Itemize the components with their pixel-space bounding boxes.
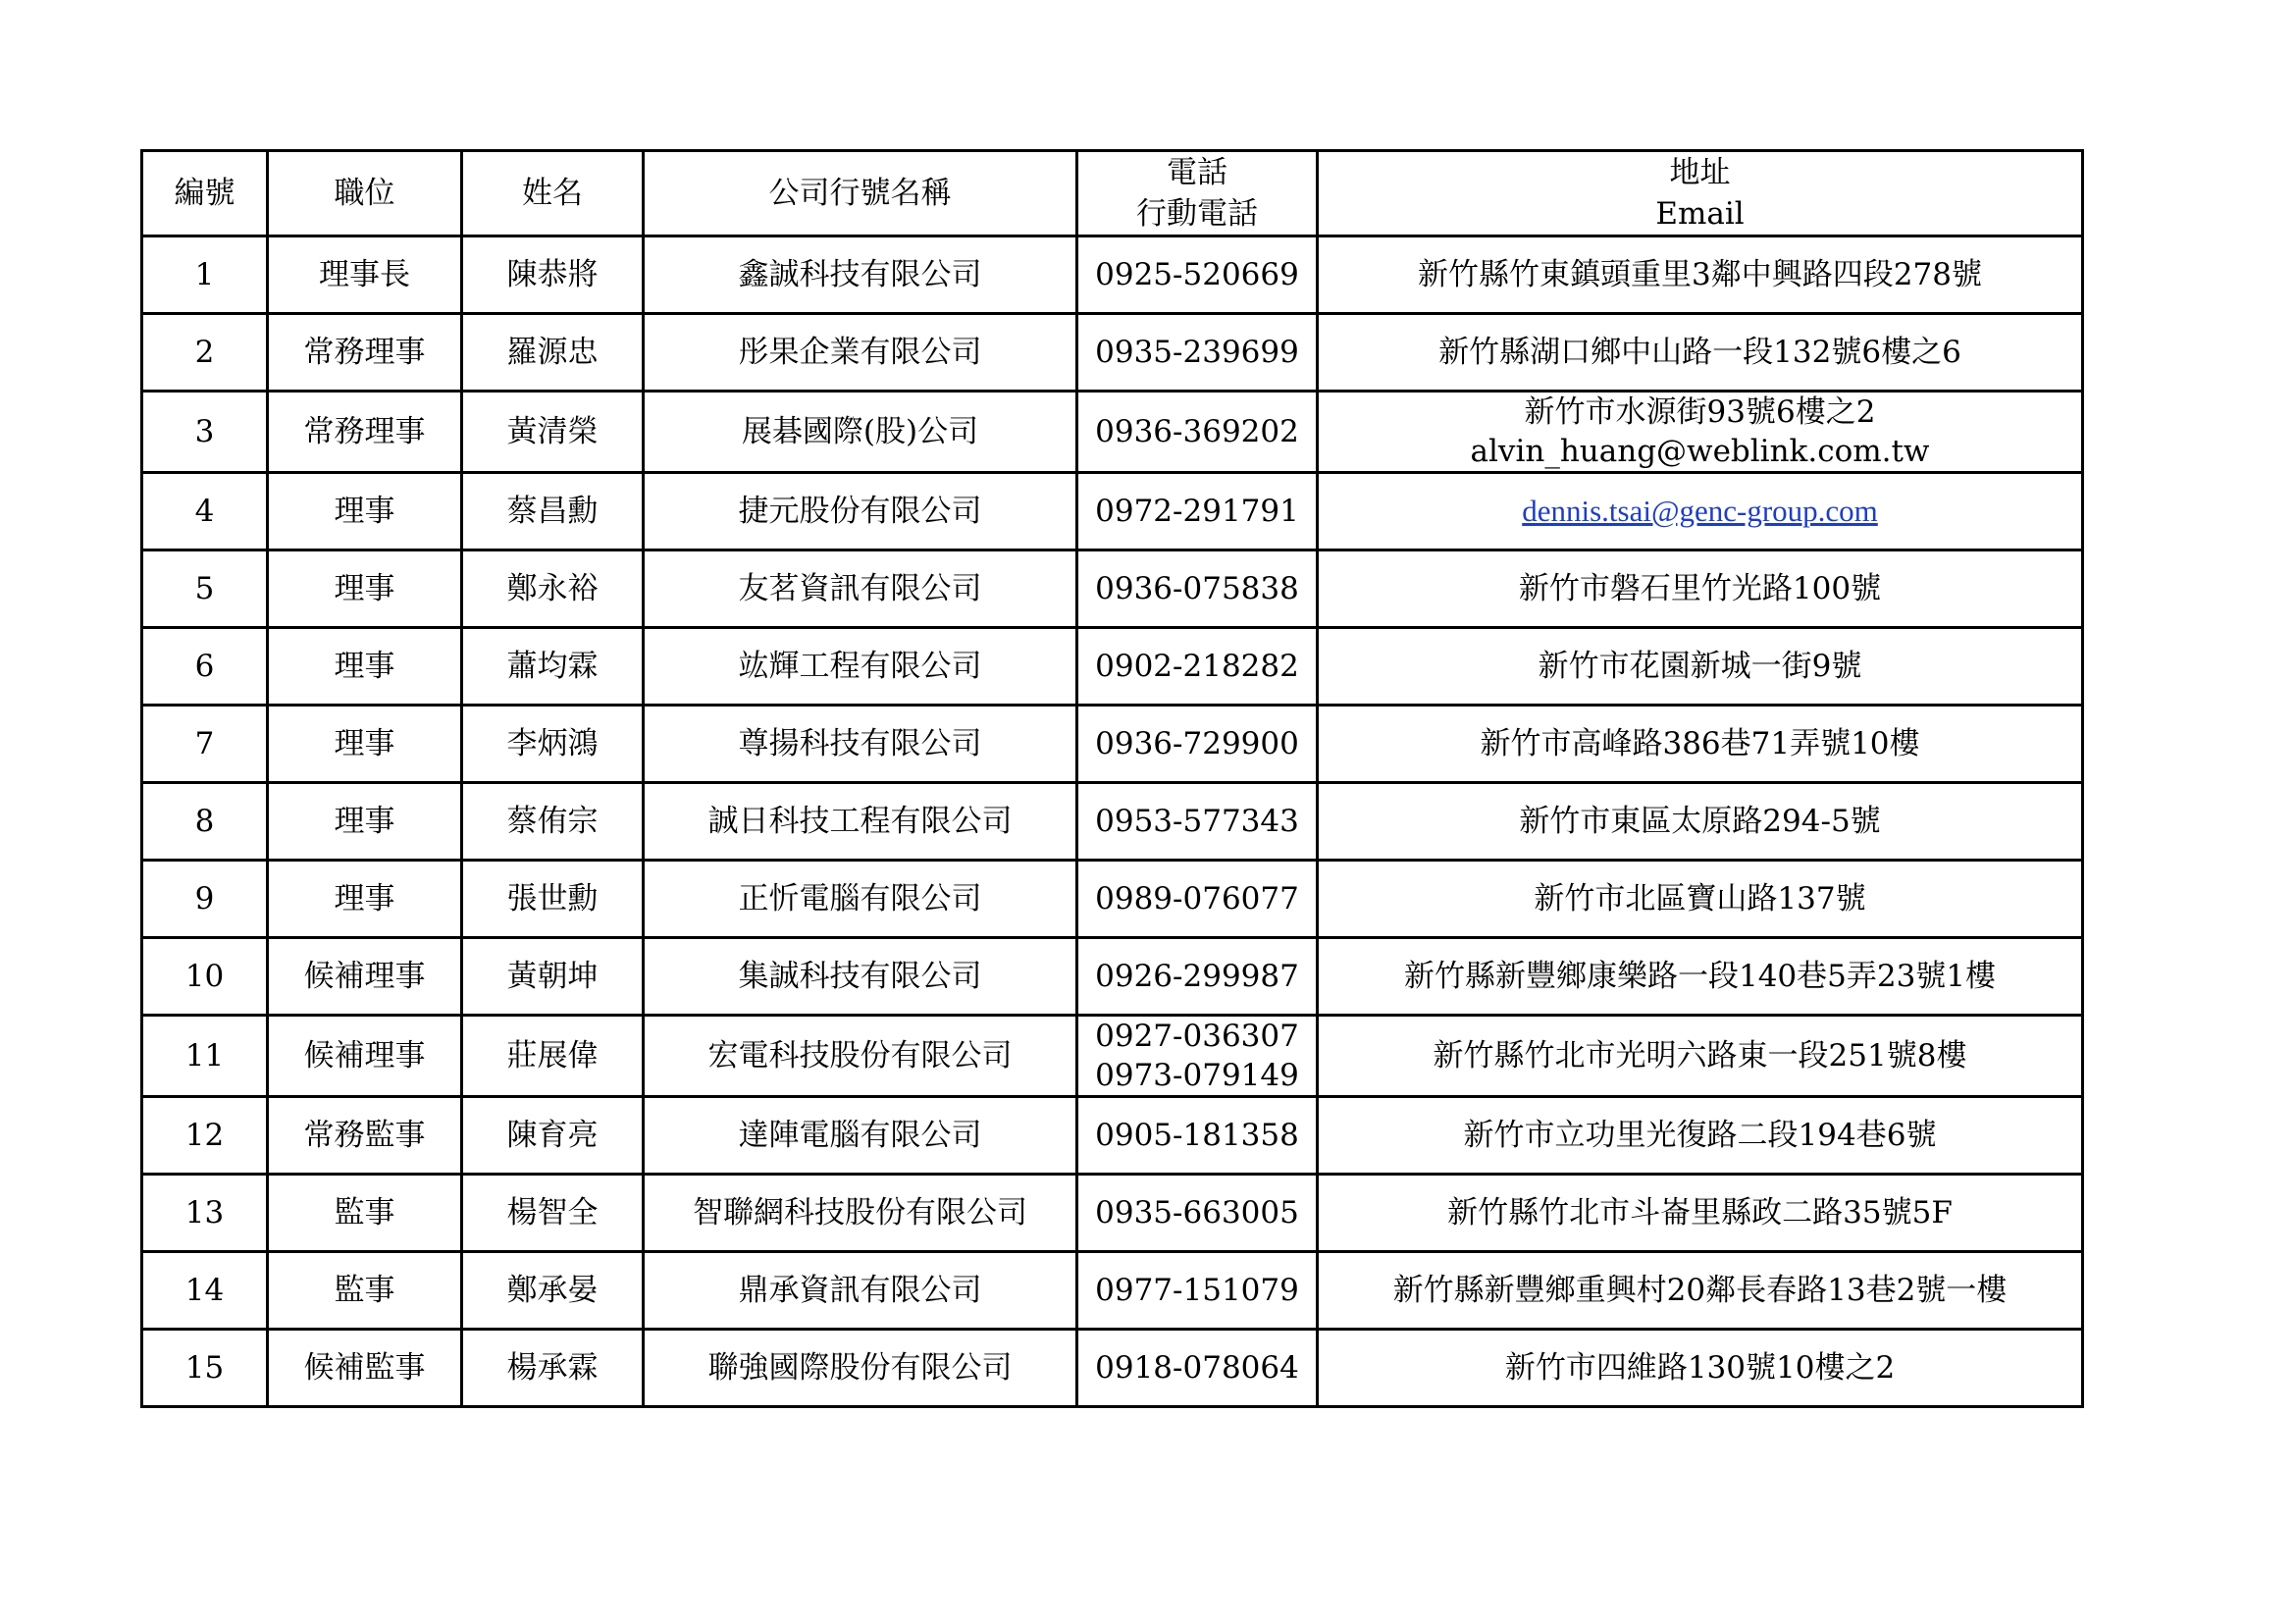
cell-address xyxy=(1318,473,2083,550)
address-text: 新竹市水源街93號6樓之2 xyxy=(1524,394,1876,430)
cell-no: 4 xyxy=(142,473,268,550)
cell-phone: 0935-239699 xyxy=(1077,314,1318,392)
table-row xyxy=(142,236,2083,314)
header-address-line1: 地址 xyxy=(1669,155,1731,190)
cell-name: 楊承霖 xyxy=(462,1330,644,1407)
cell-company: 集誠科技有限公司 xyxy=(644,938,1077,1016)
table-row xyxy=(142,550,2083,628)
cell-phone: 0972-291791 xyxy=(1077,473,1318,550)
cell-company: 智聯網科技股份有限公司 xyxy=(644,1175,1077,1252)
cell-company: 宏電科技股份有限公司 xyxy=(644,1016,1077,1097)
cell-no: 8 xyxy=(142,783,268,861)
cell-no: 2 xyxy=(142,314,268,392)
header-phone-line1: 電話 xyxy=(1167,155,1227,190)
cell-position: 常務監事 xyxy=(268,1097,462,1175)
cell-name: 蕭均霖 xyxy=(462,628,644,706)
cell-address: 新竹縣新豐鄉重興村20鄰長春路13巷2號一樓 xyxy=(1318,1252,2083,1330)
cell-position: 理事 xyxy=(268,473,462,550)
cell-company: 捷元股份有限公司 xyxy=(644,473,1077,550)
table-row xyxy=(142,1175,2083,1252)
cell-position: 常務理事 xyxy=(268,314,462,392)
cell-no: 11 xyxy=(142,1016,268,1097)
table-row xyxy=(142,1016,2083,1097)
cell-name: 蔡昌勳 xyxy=(462,473,644,550)
cell-company: 尊揚科技有限公司 xyxy=(644,706,1077,783)
table-row xyxy=(142,314,2083,392)
cell-position: 理事 xyxy=(268,628,462,706)
cell-no: 9 xyxy=(142,861,268,938)
table-row xyxy=(142,706,2083,783)
cell-phone: 0926-299987 xyxy=(1077,938,1318,1016)
cell-company: 彤果企業有限公司 xyxy=(644,314,1077,392)
header-phone-line2: 行動電話 xyxy=(1136,196,1258,232)
cell-phone: 0936-075838 xyxy=(1077,550,1318,628)
cell-position: 候補理事 xyxy=(268,938,462,1016)
cell-position: 理事 xyxy=(268,783,462,861)
header-phone xyxy=(1077,151,1318,236)
cell-phone: 0953-577343 xyxy=(1077,783,1318,861)
cell-no: 3 xyxy=(142,392,268,473)
cell-position: 理事 xyxy=(268,861,462,938)
cell-address xyxy=(1318,392,2083,473)
cell-name: 楊智全 xyxy=(462,1175,644,1252)
cell-no: 15 xyxy=(142,1330,268,1407)
table-row xyxy=(142,1330,2083,1407)
cell-address: 新竹縣竹北市光明六路東一段251號8樓 xyxy=(1318,1016,2083,1097)
cell-phone: 0977-151079 xyxy=(1077,1252,1318,1330)
table-row xyxy=(142,783,2083,861)
cell-no: 14 xyxy=(142,1252,268,1330)
cell-name: 陳育亮 xyxy=(462,1097,644,1175)
table-row xyxy=(142,628,2083,706)
cell-address: 新竹縣新豐鄉康樂路一段140巷5弄23號1樓 xyxy=(1318,938,2083,1016)
cell-company: 展碁國際(股)公司 xyxy=(644,392,1077,473)
header-position: 職位 xyxy=(268,151,462,236)
cell-phone: 0936-729900 xyxy=(1077,706,1318,783)
cell-address: 新竹市高峰路386巷71弄號10樓 xyxy=(1318,706,2083,783)
table-row xyxy=(142,473,2083,550)
cell-no: 7 xyxy=(142,706,268,783)
cell-no: 13 xyxy=(142,1175,268,1252)
cell-position: 理事 xyxy=(268,550,462,628)
cell-address: 新竹市四維路130號10樓之2 xyxy=(1318,1330,2083,1407)
cell-phone: 0936-369202 xyxy=(1077,392,1318,473)
cell-address: 新竹市東區太原路294-5號 xyxy=(1318,783,2083,861)
header-address xyxy=(1318,151,2083,236)
cell-address: 新竹縣竹北市斗崙里縣政二路35號5F xyxy=(1318,1175,2083,1252)
phone-secondary: 0973-079149 xyxy=(1095,1058,1299,1093)
cell-company: 竑輝工程有限公司 xyxy=(644,628,1077,706)
cell-no: 10 xyxy=(142,938,268,1016)
cell-name: 莊展偉 xyxy=(462,1016,644,1097)
cell-address: 新竹縣竹東鎮頭重里3鄰中興路四段278號 xyxy=(1318,236,2083,314)
cell-address: 新竹縣湖口鄉中山路一段132號6樓之6 xyxy=(1318,314,2083,392)
cell-position: 候補監事 xyxy=(268,1330,462,1407)
cell-no: 5 xyxy=(142,550,268,628)
cell-phone xyxy=(1077,1016,1318,1097)
table-row xyxy=(142,392,2083,473)
cell-phone: 0925-520669 xyxy=(1077,236,1318,314)
table-row xyxy=(142,861,2083,938)
cell-position: 常務理事 xyxy=(268,392,462,473)
cell-position: 監事 xyxy=(268,1175,462,1252)
cell-address: 新竹市北區寶山路137號 xyxy=(1318,861,2083,938)
cell-company: 誠日科技工程有限公司 xyxy=(644,783,1077,861)
cell-company: 聯強國際股份有限公司 xyxy=(644,1330,1077,1407)
member-roster-sheet xyxy=(140,149,2084,1408)
cell-name: 羅源忠 xyxy=(462,314,644,392)
table-row xyxy=(142,1097,2083,1175)
table-row xyxy=(142,938,2083,1016)
cell-name: 鄭承晏 xyxy=(462,1252,644,1330)
cell-name: 黃朝坤 xyxy=(462,938,644,1016)
cell-position: 理事 xyxy=(268,706,462,783)
cell-no: 6 xyxy=(142,628,268,706)
cell-name: 李炳鴻 xyxy=(462,706,644,783)
cell-address: 新竹市立功里光復路二段194巷6號 xyxy=(1318,1097,2083,1175)
member-roster-table xyxy=(140,149,2084,1408)
cell-no: 12 xyxy=(142,1097,268,1175)
cell-company: 鼎承資訊有限公司 xyxy=(644,1252,1077,1330)
header-no: 編號 xyxy=(142,151,268,236)
cell-name: 張世勳 xyxy=(462,861,644,938)
cell-position: 候補理事 xyxy=(268,1016,462,1097)
header-name: 姓名 xyxy=(462,151,644,236)
cell-name: 蔡侑宗 xyxy=(462,783,644,861)
cell-name: 黃清榮 xyxy=(462,392,644,473)
roster-body xyxy=(142,236,2083,1407)
cell-company: 鑫誠科技有限公司 xyxy=(644,236,1077,314)
cell-address: 新竹市花園新城一街9號 xyxy=(1318,628,2083,706)
cell-phone: 0935-663005 xyxy=(1077,1175,1318,1252)
cell-address: 新竹市磐石里竹光路100號 xyxy=(1318,550,2083,628)
cell-company: 正忻電腦有限公司 xyxy=(644,861,1077,938)
cell-phone: 0918-078064 xyxy=(1077,1330,1318,1407)
header-company: 公司行號名稱 xyxy=(644,151,1077,236)
cell-name: 鄭永裕 xyxy=(462,550,644,628)
cell-position: 理事長 xyxy=(268,236,462,314)
email-link[interactable]: dennis.tsai@genc-group.com xyxy=(1522,494,1878,528)
cell-phone: 0905-181358 xyxy=(1077,1097,1318,1175)
email-text: alvin_huang@weblink.com.tw xyxy=(1470,434,1930,469)
cell-company: 達陣電腦有限公司 xyxy=(644,1097,1077,1175)
header-address-line2: Email xyxy=(1655,196,1745,232)
cell-no: 1 xyxy=(142,236,268,314)
table-row xyxy=(142,1252,2083,1330)
cell-name: 陳恭將 xyxy=(462,236,644,314)
cell-phone: 0989-076077 xyxy=(1077,861,1318,938)
header-row xyxy=(142,151,2083,236)
phone-primary: 0927-036307 xyxy=(1095,1019,1299,1054)
cell-company: 友茗資訊有限公司 xyxy=(644,550,1077,628)
cell-phone: 0902-218282 xyxy=(1077,628,1318,706)
cell-position: 監事 xyxy=(268,1252,462,1330)
